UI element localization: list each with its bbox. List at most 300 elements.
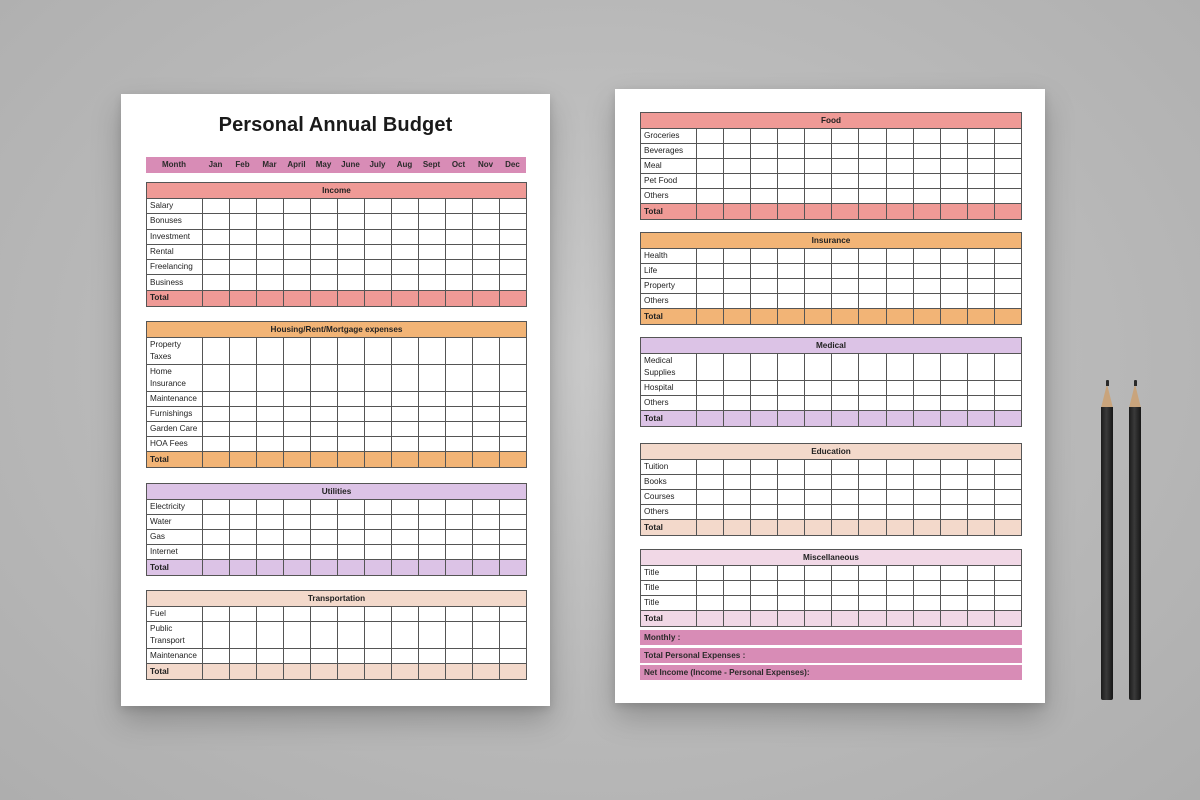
budget-cell[interactable] — [283, 407, 310, 421]
budget-cell[interactable] — [886, 264, 913, 278]
budget-cell[interactable] — [913, 294, 940, 308]
budget-cell[interactable] — [391, 530, 418, 544]
budget-cell[interactable] — [499, 649, 526, 663]
budget-cell[interactable] — [940, 264, 967, 278]
budget-cell[interactable] — [750, 596, 777, 610]
budget-cell[interactable] — [229, 199, 256, 213]
budget-cell[interactable] — [310, 275, 337, 289]
budget-cell[interactable] — [364, 365, 391, 391]
budget-cell[interactable] — [337, 649, 364, 663]
budget-cell[interactable] — [913, 475, 940, 489]
budget-cell[interactable] — [723, 396, 750, 410]
budget-cell[interactable] — [337, 260, 364, 274]
budget-cell[interactable] — [831, 611, 858, 626]
budget-cell[interactable] — [696, 505, 723, 519]
budget-cell[interactable] — [886, 144, 913, 158]
budget-cell[interactable] — [445, 275, 472, 289]
budget-cell[interactable] — [723, 249, 750, 263]
budget-cell[interactable] — [750, 505, 777, 519]
budget-cell[interactable] — [777, 264, 804, 278]
budget-cell[interactable] — [696, 159, 723, 173]
budget-cell[interactable] — [364, 199, 391, 213]
budget-cell[interactable] — [750, 490, 777, 504]
budget-cell[interactable] — [940, 249, 967, 263]
budget-cell[interactable] — [391, 545, 418, 559]
budget-cell[interactable] — [804, 520, 831, 535]
budget-cell[interactable] — [696, 475, 723, 489]
budget-cell[interactable] — [804, 129, 831, 143]
budget-cell[interactable] — [445, 291, 472, 306]
budget-cell[interactable] — [418, 515, 445, 529]
budget-cell[interactable] — [696, 204, 723, 219]
budget-cell[interactable] — [967, 581, 994, 595]
budget-cell[interactable] — [994, 264, 1021, 278]
budget-cell[interactable] — [723, 611, 750, 626]
budget-cell[interactable] — [283, 230, 310, 244]
budget-cell[interactable] — [445, 214, 472, 228]
budget-cell[interactable] — [472, 338, 499, 364]
budget-cell[interactable] — [472, 545, 499, 559]
budget-cell[interactable] — [310, 560, 337, 575]
budget-cell[interactable] — [499, 500, 526, 514]
budget-cell[interactable] — [723, 354, 750, 380]
budget-cell[interactable] — [418, 622, 445, 648]
budget-cell[interactable] — [750, 144, 777, 158]
budget-cell[interactable] — [337, 545, 364, 559]
budget-cell[interactable] — [777, 566, 804, 580]
budget-cell[interactable] — [858, 204, 885, 219]
budget-cell[interactable] — [256, 649, 283, 663]
budget-cell[interactable] — [913, 520, 940, 535]
budget-cell[interactable] — [886, 294, 913, 308]
budget-cell[interactable] — [831, 174, 858, 188]
budget-cell[interactable] — [723, 279, 750, 293]
budget-cell[interactable] — [256, 260, 283, 274]
budget-cell[interactable] — [804, 264, 831, 278]
budget-cell[interactable] — [418, 392, 445, 406]
budget-cell[interactable] — [499, 607, 526, 621]
budget-cell[interactable] — [967, 490, 994, 504]
budget-cell[interactable] — [967, 596, 994, 610]
budget-cell[interactable] — [723, 520, 750, 535]
budget-cell[interactable] — [994, 174, 1021, 188]
budget-cell[interactable] — [723, 294, 750, 308]
budget-cell[interactable] — [994, 294, 1021, 308]
budget-cell[interactable] — [337, 392, 364, 406]
budget-cell[interactable] — [256, 500, 283, 514]
budget-cell[interactable] — [499, 230, 526, 244]
budget-cell[interactable] — [202, 199, 229, 213]
budget-cell[interactable] — [940, 566, 967, 580]
budget-cell[interactable] — [723, 581, 750, 595]
budget-cell[interactable] — [967, 505, 994, 519]
budget-cell[interactable] — [364, 664, 391, 679]
budget-cell[interactable] — [994, 189, 1021, 203]
budget-cell[interactable] — [202, 422, 229, 436]
budget-cell[interactable] — [499, 560, 526, 575]
budget-cell[interactable] — [940, 189, 967, 203]
budget-cell[interactable] — [750, 581, 777, 595]
budget-cell[interactable] — [858, 520, 885, 535]
budget-cell[interactable] — [886, 411, 913, 426]
budget-cell[interactable] — [886, 189, 913, 203]
budget-cell[interactable] — [913, 249, 940, 263]
budget-cell[interactable] — [310, 664, 337, 679]
budget-cell[interactable] — [777, 411, 804, 426]
budget-cell[interactable] — [472, 365, 499, 391]
budget-cell[interactable] — [418, 607, 445, 621]
budget-cell[interactable] — [256, 530, 283, 544]
budget-cell[interactable] — [913, 354, 940, 380]
budget-cell[interactable] — [337, 214, 364, 228]
budget-cell[interactable] — [804, 611, 831, 626]
budget-cell[interactable] — [499, 338, 526, 364]
budget-cell[interactable] — [994, 354, 1021, 380]
budget-cell[interactable] — [750, 354, 777, 380]
budget-cell[interactable] — [499, 530, 526, 544]
budget-cell[interactable] — [750, 204, 777, 219]
budget-cell[interactable] — [831, 354, 858, 380]
budget-cell[interactable] — [472, 515, 499, 529]
budget-cell[interactable] — [472, 664, 499, 679]
budget-cell[interactable] — [777, 144, 804, 158]
budget-cell[interactable] — [499, 245, 526, 259]
budget-cell[interactable] — [283, 515, 310, 529]
budget-cell[interactable] — [229, 407, 256, 421]
budget-cell[interactable] — [994, 249, 1021, 263]
budget-cell[interactable] — [940, 490, 967, 504]
budget-cell[interactable] — [229, 500, 256, 514]
budget-cell[interactable] — [940, 475, 967, 489]
budget-cell[interactable] — [804, 174, 831, 188]
budget-cell[interactable] — [418, 407, 445, 421]
budget-cell[interactable] — [472, 560, 499, 575]
budget-cell[interactable] — [364, 214, 391, 228]
budget-cell[interactable] — [858, 129, 885, 143]
budget-cell[interactable] — [283, 245, 310, 259]
budget-cell[interactable] — [696, 174, 723, 188]
budget-cell[interactable] — [994, 505, 1021, 519]
budget-cell[interactable] — [994, 460, 1021, 474]
budget-cell[interactable] — [445, 437, 472, 451]
budget-cell[interactable] — [499, 422, 526, 436]
budget-cell[interactable] — [472, 607, 499, 621]
budget-cell[interactable] — [256, 545, 283, 559]
budget-cell[interactable] — [472, 500, 499, 514]
budget-cell[interactable] — [256, 437, 283, 451]
budget-cell[interactable] — [777, 159, 804, 173]
budget-cell[interactable] — [202, 437, 229, 451]
budget-cell[interactable] — [723, 411, 750, 426]
budget-cell[interactable] — [804, 396, 831, 410]
budget-cell[interactable] — [858, 490, 885, 504]
budget-cell[interactable] — [229, 530, 256, 544]
budget-cell[interactable] — [337, 291, 364, 306]
budget-cell[interactable] — [229, 560, 256, 575]
budget-cell[interactable] — [418, 260, 445, 274]
budget-cell[interactable] — [831, 475, 858, 489]
budget-cell[interactable] — [445, 622, 472, 648]
budget-cell[interactable] — [364, 649, 391, 663]
budget-cell[interactable] — [472, 649, 499, 663]
budget-cell[interactable] — [364, 607, 391, 621]
budget-cell[interactable] — [391, 437, 418, 451]
budget-cell[interactable] — [723, 264, 750, 278]
budget-cell[interactable] — [337, 560, 364, 575]
budget-cell[interactable] — [418, 545, 445, 559]
budget-cell[interactable] — [940, 144, 967, 158]
budget-cell[interactable] — [994, 279, 1021, 293]
budget-cell[interactable] — [229, 664, 256, 679]
budget-cell[interactable] — [202, 291, 229, 306]
budget-cell[interactable] — [256, 452, 283, 467]
budget-cell[interactable] — [913, 460, 940, 474]
budget-cell[interactable] — [723, 144, 750, 158]
budget-cell[interactable] — [994, 581, 1021, 595]
budget-cell[interactable] — [858, 460, 885, 474]
budget-cell[interactable] — [940, 505, 967, 519]
budget-cell[interactable] — [229, 230, 256, 244]
budget-cell[interactable] — [940, 204, 967, 219]
budget-cell[interactable] — [337, 338, 364, 364]
budget-cell[interactable] — [499, 515, 526, 529]
budget-cell[interactable] — [994, 596, 1021, 610]
budget-cell[interactable] — [364, 291, 391, 306]
budget-cell[interactable] — [337, 407, 364, 421]
budget-cell[interactable] — [913, 411, 940, 426]
budget-cell[interactable] — [804, 294, 831, 308]
budget-cell[interactable] — [310, 649, 337, 663]
budget-cell[interactable] — [967, 309, 994, 324]
budget-cell[interactable] — [202, 622, 229, 648]
budget-cell[interactable] — [391, 500, 418, 514]
budget-cell[interactable] — [472, 260, 499, 274]
budget-cell[interactable] — [445, 500, 472, 514]
budget-cell[interactable] — [391, 260, 418, 274]
budget-cell[interactable] — [364, 275, 391, 289]
budget-cell[interactable] — [777, 381, 804, 395]
budget-cell[interactable] — [940, 460, 967, 474]
budget-cell[interactable] — [858, 611, 885, 626]
budget-cell[interactable] — [940, 381, 967, 395]
budget-cell[interactable] — [472, 291, 499, 306]
budget-cell[interactable] — [777, 396, 804, 410]
budget-cell[interactable] — [967, 381, 994, 395]
budget-cell[interactable] — [283, 260, 310, 274]
budget-cell[interactable] — [499, 545, 526, 559]
budget-cell[interactable] — [886, 581, 913, 595]
budget-cell[interactable] — [283, 607, 310, 621]
budget-cell[interactable] — [256, 392, 283, 406]
budget-cell[interactable] — [994, 159, 1021, 173]
budget-cell[interactable] — [472, 622, 499, 648]
budget-cell[interactable] — [229, 452, 256, 467]
budget-cell[interactable] — [445, 452, 472, 467]
budget-cell[interactable] — [202, 560, 229, 575]
budget-cell[interactable] — [310, 407, 337, 421]
budget-cell[interactable] — [256, 622, 283, 648]
budget-cell[interactable] — [967, 611, 994, 626]
budget-cell[interactable] — [913, 396, 940, 410]
budget-cell[interactable] — [696, 460, 723, 474]
budget-cell[interactable] — [804, 475, 831, 489]
budget-cell[interactable] — [831, 581, 858, 595]
budget-cell[interactable] — [337, 515, 364, 529]
budget-cell[interactable] — [256, 607, 283, 621]
budget-cell[interactable] — [256, 291, 283, 306]
budget-cell[interactable] — [202, 500, 229, 514]
budget-cell[interactable] — [940, 159, 967, 173]
budget-cell[interactable] — [364, 437, 391, 451]
budget-cell[interactable] — [994, 396, 1021, 410]
budget-cell[interactable] — [777, 460, 804, 474]
budget-cell[interactable] — [337, 664, 364, 679]
budget-cell[interactable] — [886, 520, 913, 535]
budget-cell[interactable] — [418, 338, 445, 364]
budget-cell[interactable] — [723, 189, 750, 203]
budget-cell[interactable] — [472, 452, 499, 467]
budget-cell[interactable] — [283, 338, 310, 364]
budget-cell[interactable] — [229, 275, 256, 289]
budget-cell[interactable] — [723, 381, 750, 395]
budget-cell[interactable] — [913, 264, 940, 278]
budget-cell[interactable] — [202, 407, 229, 421]
budget-cell[interactable] — [391, 365, 418, 391]
budget-cell[interactable] — [364, 545, 391, 559]
budget-cell[interactable] — [967, 354, 994, 380]
budget-cell[interactable] — [858, 396, 885, 410]
budget-cell[interactable] — [804, 460, 831, 474]
budget-cell[interactable] — [831, 144, 858, 158]
budget-cell[interactable] — [364, 338, 391, 364]
budget-cell[interactable] — [364, 560, 391, 575]
budget-cell[interactable] — [472, 245, 499, 259]
budget-cell[interactable] — [777, 279, 804, 293]
budget-cell[interactable] — [229, 291, 256, 306]
budget-cell[interactable] — [886, 129, 913, 143]
budget-cell[interactable] — [804, 144, 831, 158]
budget-cell[interactable] — [391, 245, 418, 259]
budget-cell[interactable] — [777, 249, 804, 263]
budget-cell[interactable] — [391, 649, 418, 663]
budget-cell[interactable] — [913, 174, 940, 188]
budget-cell[interactable] — [750, 174, 777, 188]
budget-cell[interactable] — [337, 230, 364, 244]
budget-cell[interactable] — [886, 490, 913, 504]
budget-cell[interactable] — [777, 520, 804, 535]
budget-cell[interactable] — [804, 490, 831, 504]
budget-cell[interactable] — [858, 279, 885, 293]
budget-cell[interactable] — [445, 530, 472, 544]
budget-cell[interactable] — [886, 249, 913, 263]
budget-cell[interactable] — [967, 144, 994, 158]
budget-cell[interactable] — [696, 396, 723, 410]
budget-cell[interactable] — [750, 460, 777, 474]
budget-cell[interactable] — [696, 129, 723, 143]
budget-cell[interactable] — [391, 291, 418, 306]
budget-cell[interactable] — [994, 566, 1021, 580]
budget-cell[interactable] — [967, 520, 994, 535]
budget-cell[interactable] — [913, 129, 940, 143]
budget-cell[interactable] — [472, 230, 499, 244]
budget-cell[interactable] — [256, 365, 283, 391]
budget-cell[interactable] — [858, 189, 885, 203]
budget-cell[interactable] — [723, 460, 750, 474]
budget-cell[interactable] — [831, 566, 858, 580]
budget-cell[interactable] — [831, 381, 858, 395]
budget-cell[interactable] — [750, 264, 777, 278]
budget-cell[interactable] — [858, 249, 885, 263]
budget-cell[interactable] — [391, 407, 418, 421]
budget-cell[interactable] — [310, 392, 337, 406]
budget-cell[interactable] — [310, 607, 337, 621]
budget-cell[interactable] — [364, 392, 391, 406]
budget-cell[interactable] — [202, 275, 229, 289]
budget-cell[interactable] — [940, 520, 967, 535]
budget-cell[interactable] — [994, 411, 1021, 426]
budget-cell[interactable] — [283, 452, 310, 467]
budget-cell[interactable] — [804, 354, 831, 380]
budget-cell[interactable] — [256, 275, 283, 289]
budget-cell[interactable] — [994, 144, 1021, 158]
budget-cell[interactable] — [858, 174, 885, 188]
budget-cell[interactable] — [750, 159, 777, 173]
budget-cell[interactable] — [499, 452, 526, 467]
budget-cell[interactable] — [472, 437, 499, 451]
budget-cell[interactable] — [337, 422, 364, 436]
budget-cell[interactable] — [202, 530, 229, 544]
budget-cell[interactable] — [831, 596, 858, 610]
budget-cell[interactable] — [472, 199, 499, 213]
budget-cell[interactable] — [940, 354, 967, 380]
budget-cell[interactable] — [940, 581, 967, 595]
budget-cell[interactable] — [804, 566, 831, 580]
budget-cell[interactable] — [499, 392, 526, 406]
budget-cell[interactable] — [364, 245, 391, 259]
budget-cell[interactable] — [337, 245, 364, 259]
budget-cell[interactable] — [337, 199, 364, 213]
budget-cell[interactable] — [283, 422, 310, 436]
budget-cell[interactable] — [445, 199, 472, 213]
budget-cell[interactable] — [310, 260, 337, 274]
budget-cell[interactable] — [499, 275, 526, 289]
budget-cell[interactable] — [967, 566, 994, 580]
budget-cell[interactable] — [858, 475, 885, 489]
budget-cell[interactable] — [804, 159, 831, 173]
budget-cell[interactable] — [229, 649, 256, 663]
budget-cell[interactable] — [472, 407, 499, 421]
budget-cell[interactable] — [364, 622, 391, 648]
budget-cell[interactable] — [229, 607, 256, 621]
budget-cell[interactable] — [445, 545, 472, 559]
budget-cell[interactable] — [696, 264, 723, 278]
budget-cell[interactable] — [994, 490, 1021, 504]
budget-cell[interactable] — [310, 622, 337, 648]
budget-cell[interactable] — [391, 560, 418, 575]
budget-cell[interactable] — [310, 291, 337, 306]
budget-cell[interactable] — [940, 596, 967, 610]
budget-cell[interactable] — [283, 622, 310, 648]
budget-cell[interactable] — [256, 560, 283, 575]
budget-cell[interactable] — [337, 275, 364, 289]
budget-cell[interactable] — [967, 204, 994, 219]
budget-cell[interactable] — [283, 560, 310, 575]
budget-cell[interactable] — [750, 189, 777, 203]
budget-cell[interactable] — [696, 279, 723, 293]
budget-cell[interactable] — [283, 545, 310, 559]
budget-cell[interactable] — [418, 365, 445, 391]
budget-cell[interactable] — [229, 622, 256, 648]
